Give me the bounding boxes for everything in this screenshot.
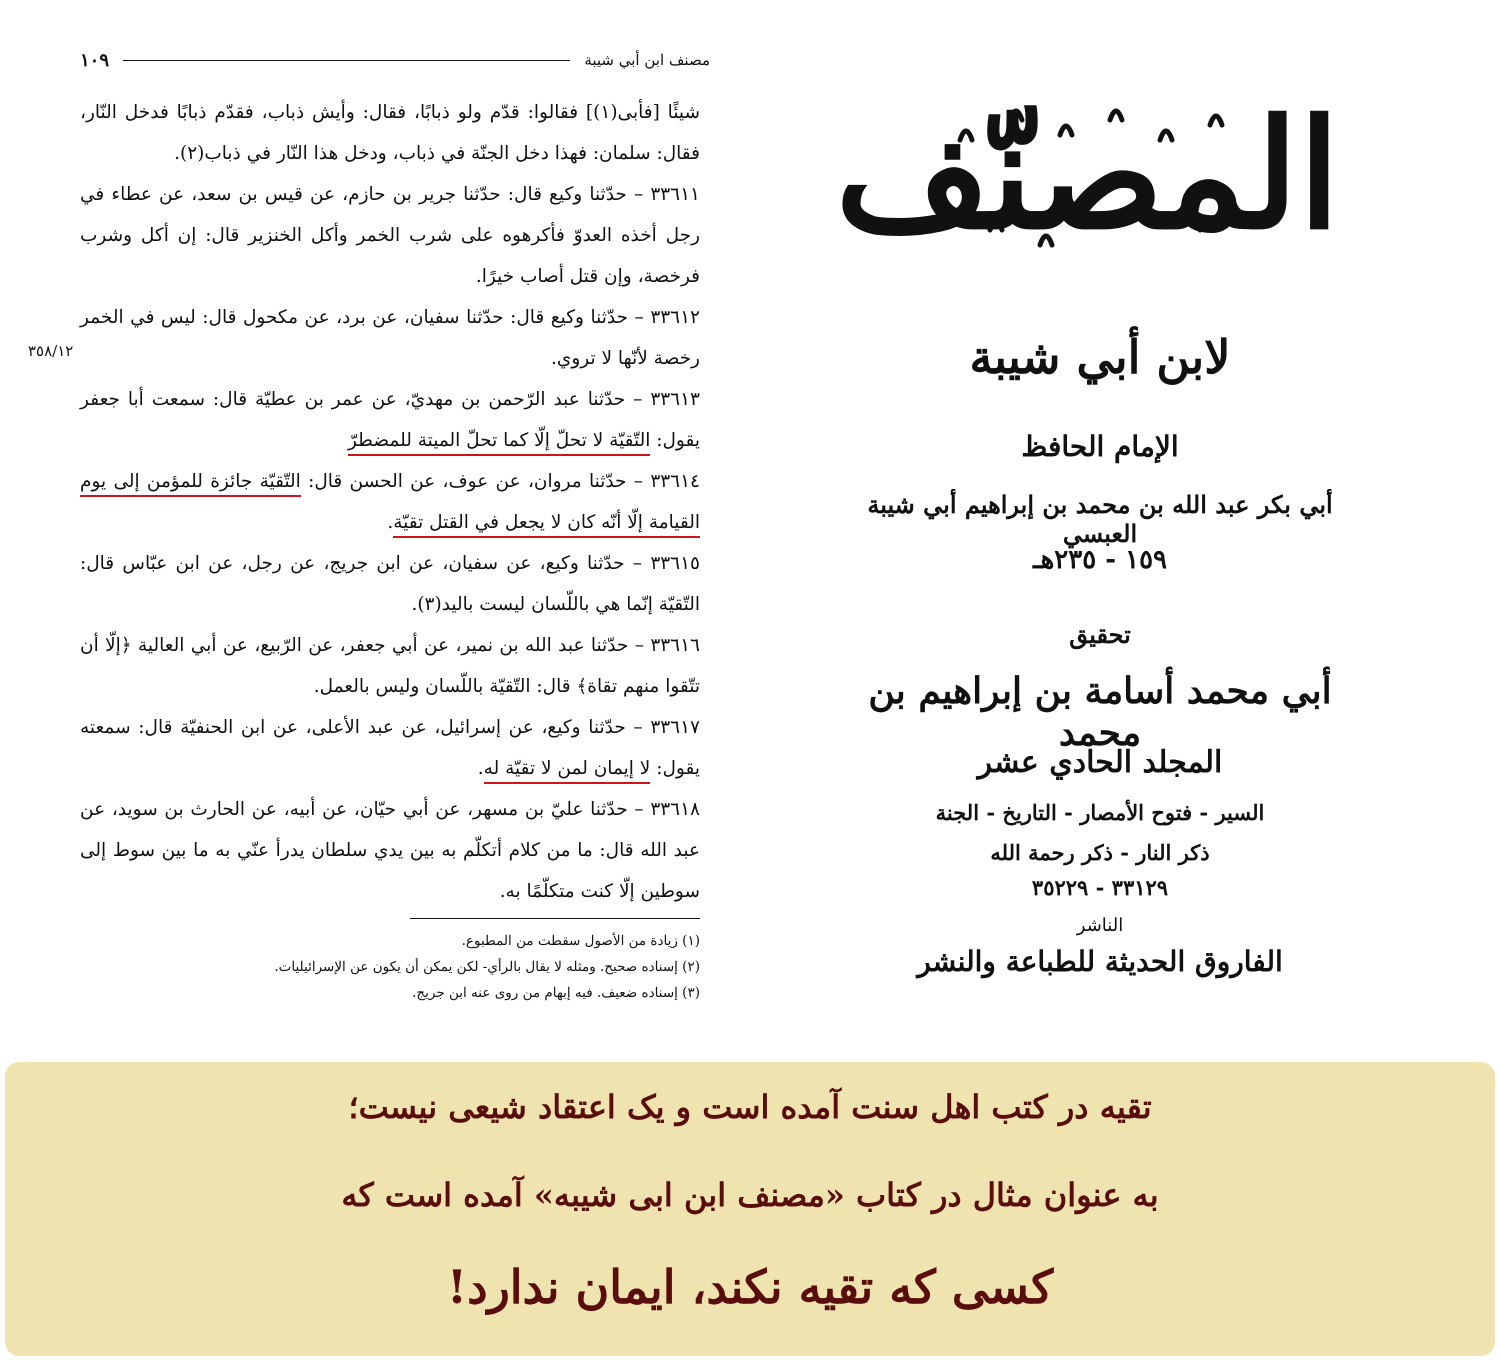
hadith-text: . [477,758,484,779]
highlighted-quote: لا إيمان لمن لا تقيّة له [484,758,651,784]
caption-line: تقیه در کتب اهل سنت آمده است و یک اعتقاد شیعی نیست؛ [348,1088,1152,1126]
hadith-paragraph: ٣٣٦١٥ – حدّثنا وكيع، عن سفيان، عن ابن جريج، عن رجل، عن ابن عبّاس قال: التّقيّة إنّما هي باللّسان ليست باليد(٣). [80,553,700,615]
cover-hadith-range: ٣٣١٢٩ - ٣٥٢٢٩ [1031,875,1169,900]
footnote: (١) زيادة من الأصول سقطت من المطبوع. [461,933,700,949]
margin-reference: ٣٥٨/١٢ [28,342,74,360]
hadith-paragraph: ٣٣٦١١ – حدّثنا وكيع قال: حدّثنا جرير بن حازم، عن قيس بن سعد، عن عطاء في رجل أخذه العدوّ فأكرهوه على شرب الخمر وأكل الخنزير قال: إن أكل وشرب فرخصة، وإن قتل أصاب خيرًا. [80,184,700,287]
cover-full-name: أبي بكر عبد الله بن محمد بن إبراهيم أبي شيبة العبسي [867,490,1333,548]
cover-dates: ١٥٩ - ٢٣٥هـ [1032,545,1168,575]
footnotes [80,928,700,1006]
hadith-text: ٣٣٦١٤ – حدّثنا مروان، عن عوف، عن الحسن قال: [300,471,700,492]
hadith-paragraph: شيئًا [فأبى(١)] فقالوا: قدّم ولو ذبابًا، فقال: وأيش ذباب، فقدّم ذبابًا فدخل النّار، فقال: سلمان: فهذا دخل الجنّة في ذباب، ودخل هذا النّار في ذباب(٢). [80,102,700,164]
cover-author: لابن أبي شيبة [969,330,1231,384]
running-head [80,48,710,72]
cover-imam: الإمام الحافظ [1021,430,1179,463]
cover-volume: المجلد الحادي عشر [977,745,1223,780]
caption-banner [5,1062,1495,1356]
cover-title: المصنّف [835,87,1340,263]
hadith-paragraph: ٣٣٦١٦ – حدّثنا عبد الله بن نمير، عن أبي جعفر، عن الرّبيع، عن أبي العالية ﴿إلّا أن تتّقوا منهم تقاة﴾ قال: التّقيّة باللّسان وليس بالعمل. [80,635,700,697]
caption-line: به عنوان مثال در کتاب «مصنف ابن ابی شیبه» آمده است که [341,1176,1159,1214]
cover-topics: ذكر النار - ذكر رحمة الله [990,840,1210,865]
hadith-text: ٣٣٦١٣ – حدّثنا عبد الرّحمن بن مهديّ، عن عمر بن عطيّة قال: سمعت أبا جعفر يقول: [80,389,700,451]
hadith-text: . [387,512,394,533]
cover-publisher: الفاروق الحديثة للطباعة والنشر [917,945,1283,978]
hadith-paragraph: ٣٣٦١٨ – حدّثنا عليّ بن مسهر، عن أبي حيّان، عن أبيه، عن الحارث بن سويد، عن عبد الله قال: ما من كلام أتكلّم به بين يدي سلطان يدرأ عنّي به ما بين سوط إلى سوطين إلّا كنت متكلّمًا به. [80,799,700,902]
highlighted-quote: التّقيّة جائزة للمؤمن إلى يوم القيامة إلّا أنّه كان لا يجعل في القتل تقيّة [80,471,700,538]
running-title: مصنف ابن أبي شيبة [584,51,710,69]
caption-headline: کسی که تقیه نکند، ایمان ندارد! [446,1260,1054,1314]
hadith-paragraph: ٣٣٦١٢ – حدّثنا وكيع قال: حدّثنا سفيان، عن برد، عن مكحول قال: ليس في الخمر رخصة لأنّها لا تروي. [80,307,700,369]
book-cover [835,70,1340,1030]
hadith-list [80,92,700,912]
footnote-rule [410,918,700,919]
cover-topics: السير - فتوح الأمصار - التاريخ - الجنة [935,800,1265,825]
footnote: (٣) إسناده ضعيف. فيه إبهام من روى عنه ابن جريج. [412,985,700,1001]
cover-tahqiq-label: تحقيق [1069,620,1131,649]
page-number: ١٠٩ [80,49,110,71]
highlighted-quote: التّقيّة لا تحلّ إلّا كما تحلّ الميتة للمضطرّ [348,430,650,456]
book-page [28,30,710,1030]
header-rule [123,60,570,61]
hadith-text: ٣٣٦١٧ – حدّثنا وكيع، عن إسرائيل، عن عبد الأعلى، عن ابن الحنفيّة قال: سمعته يقول: [80,717,700,779]
cover-publisher-label: الناشر [1076,915,1124,936]
footnote: (٢) إسناده صحيح. ومثله لا يقال بالرأي- لكن يمكن أن يكون عن الإسرائيليات. [274,959,700,975]
cover-editor: أبي محمد أسامة بن إبراهيم بن محمد [868,670,1332,754]
hadith-paragraph [80,707,700,789]
hadith-paragraph [80,379,700,461]
hadith-paragraph [80,461,700,543]
